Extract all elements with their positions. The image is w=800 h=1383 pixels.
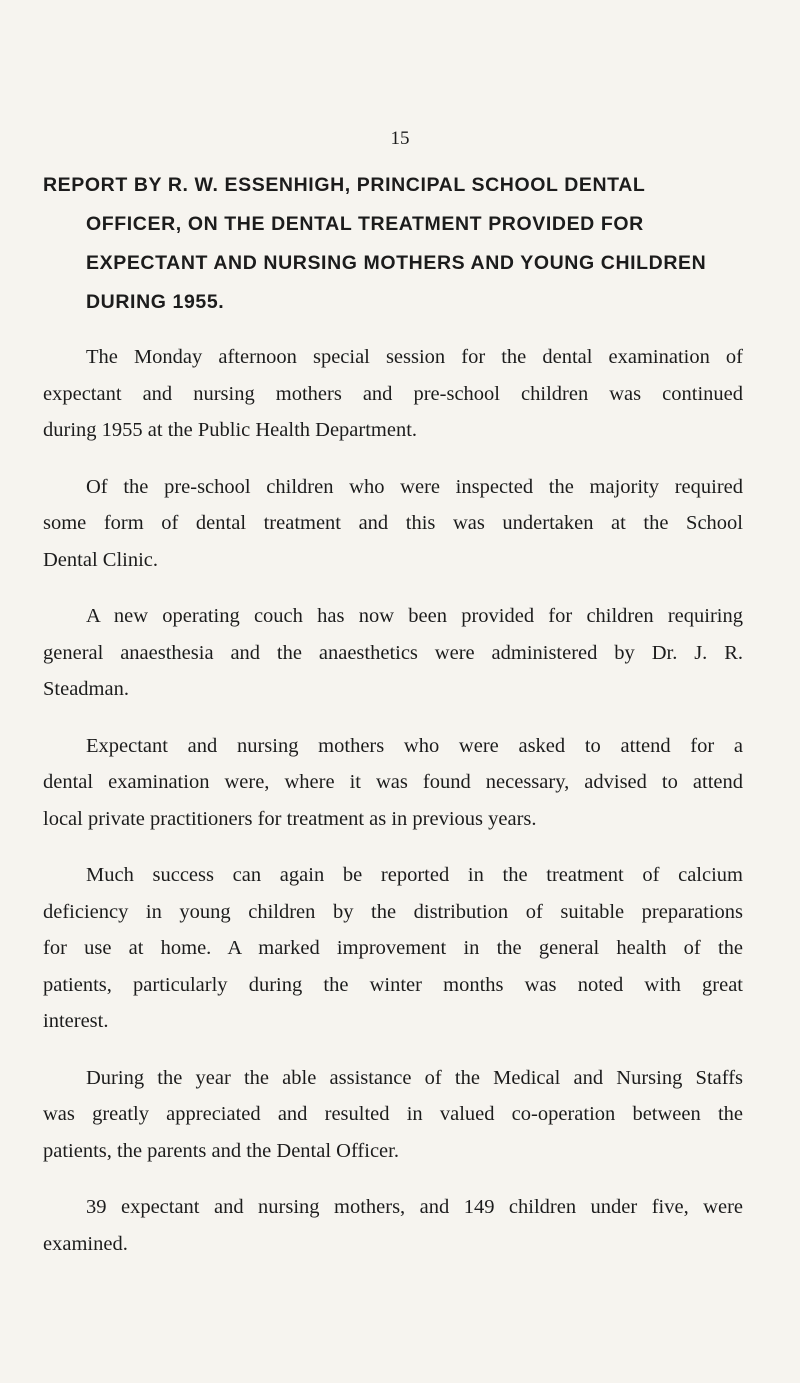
heading-line: OFFICER, ON THE DENTAL TREATMENT PROVIDED FOR [86,213,644,235]
paragraph-examination-totals [43,1189,743,1262]
text-line: expectant and nursing mothers and pre-school children was continued [43,382,743,405]
paragraph-pre-school-children [43,469,743,579]
heading-line: REPORT BY R. W. ESSENHIGH, PRINCIPAL SCHOOL DENTAL [43,174,646,196]
text-line: general anaesthesia and the anaesthetics were administered by Dr. J. R. [43,641,743,664]
heading-line: EXPECTANT AND NURSING MOTHERS AND YOUNG CHILDREN [86,252,707,274]
report-body [43,339,743,1282]
paragraph-operating-couch [43,598,743,708]
paragraph-monday-session [43,339,743,449]
text-line: was greatly appreciated and resulted in valued co-operation between the [43,1103,743,1125]
page-number: 15 [390,128,410,149]
text-line: Steadman. [43,678,129,700]
heading-line: DURING 1955. [86,291,225,313]
text-line: During the year the able assistance of the Medical and Nursing Staffs [86,1066,743,1089]
text-line: local private practitioners for treatment as in previous years. [43,807,537,830]
text-line: Of the pre-school children who were inspected the majority required [86,475,743,498]
paragraph-staff-assistance [43,1060,743,1170]
text-line: Much success can again be reported in the treatment of calcium [86,864,743,886]
text-line: some form of dental treatment and this was undertaken at the School [43,512,743,534]
text-line: A new operating couch has now been provided for children requiring [86,605,743,627]
text-line: Expectant and nursing mothers who were asked to attend for a [86,734,743,757]
text-line: deficiency in young children by the distribution of suitable preparations [43,900,743,923]
report-heading [43,166,765,322]
text-line: 39 expectant and nursing mothers, and 149 children under five, were [86,1196,743,1218]
text-line: interest. [43,1010,109,1032]
text-line: during 1955 at the Public Health Department. [43,419,418,441]
paragraph-calcium-deficiency [43,857,743,1040]
text-line: patients, the parents and the Dental Officer. [43,1139,399,1162]
text-line: examined. [43,1232,128,1255]
text-line: for use at home. A marked improvement in the general health of the [43,937,743,959]
paragraph-expectant-mothers [43,728,743,838]
text-line: dental examination were, where it was found necessary, advised to attend [43,771,743,793]
text-line: patients, particularly during the winter months was noted with great [43,973,743,996]
text-line: Dental Clinic. [43,548,159,571]
text-line: The Monday afternoon special session for the dental examination of [86,346,743,368]
